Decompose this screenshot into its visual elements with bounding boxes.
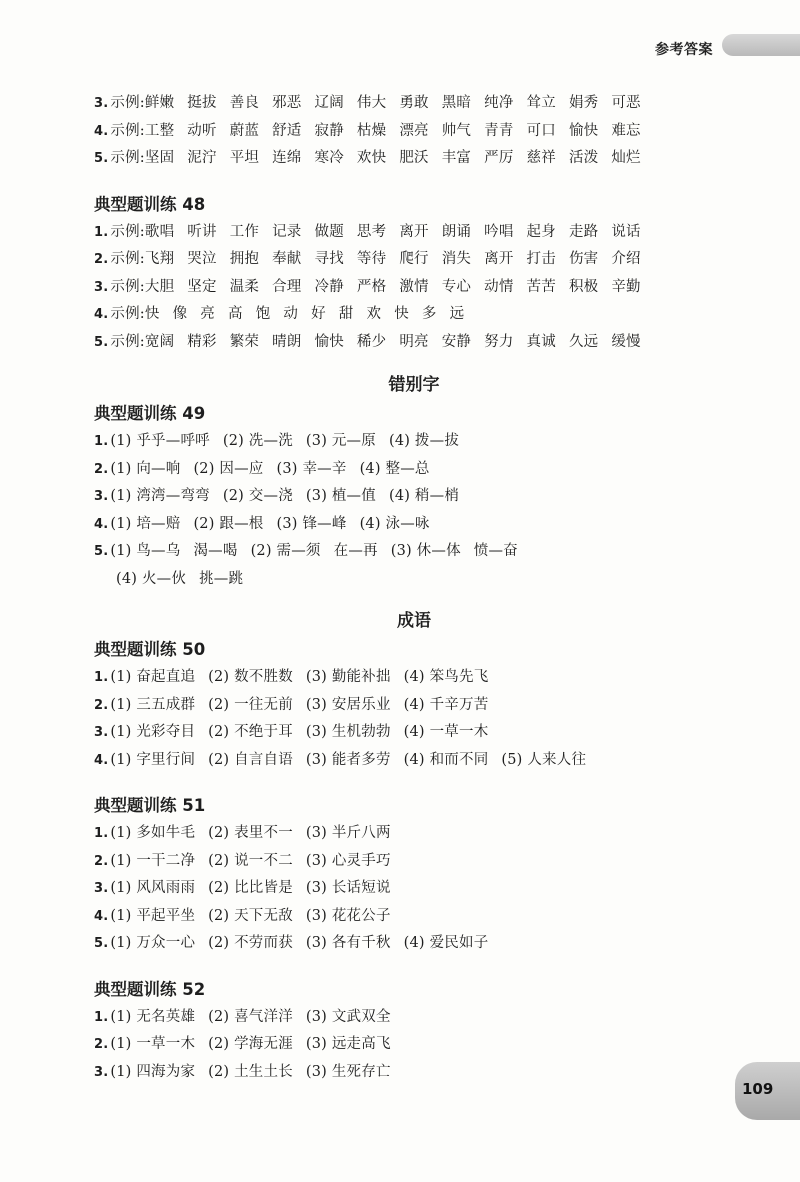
answer-item: 高 (227, 306, 243, 322)
answer-line (94, 664, 734, 692)
running-header: 参考答案 (655, 42, 713, 58)
answer-item: (3) 生死存亡 (305, 1063, 391, 1080)
answer-item: 示例:歌唱 (110, 223, 175, 240)
answer-line (94, 145, 734, 173)
answer-item: 苦苦 (526, 278, 556, 295)
answer-line (94, 90, 734, 118)
answer-line (94, 566, 734, 593)
answer-item: 善良 (229, 95, 260, 111)
answer-item: 拥抱 (229, 251, 260, 267)
answer-item: (1) 培—赔 (110, 515, 181, 532)
answer-item: 愉快 (314, 333, 344, 350)
answer-item: 勇敢 (399, 95, 429, 111)
answer-item: (2) 不劳而获 (208, 935, 293, 951)
exercise-section (94, 400, 734, 592)
exercise-section (94, 191, 734, 357)
question-number: 2. (94, 697, 109, 713)
answer-line (94, 456, 734, 484)
answer-item: 明亮 (399, 333, 429, 350)
question-number: 4. (94, 123, 109, 139)
answer-item: (1) 字里行间 (110, 751, 196, 768)
question-number: 2. (94, 1037, 109, 1052)
answer-item: (2) 跟—根 (193, 515, 264, 532)
answer-item: (4) 泳—咏 (359, 515, 430, 532)
question-number: 5. (94, 936, 109, 951)
answer-item: (1) 一草一木 (110, 1036, 196, 1052)
answer-item: (4) 火—伙 (116, 570, 187, 587)
answer-item: 激情 (399, 278, 429, 295)
question-number: 1. (94, 670, 109, 685)
answer-item: (1) 湾湾—弯弯 (110, 488, 210, 504)
answer-item: (4) 整—总 (359, 460, 430, 477)
answer-item: 爬行 (399, 251, 429, 267)
answer-line (94, 820, 734, 848)
answer-item: 打击 (526, 251, 556, 267)
answer-item: (2) 需—须 (250, 543, 321, 559)
answer-line (94, 903, 734, 931)
answer-item: (3) 心灵手巧 (305, 852, 391, 869)
answer-item: 灿烂 (611, 150, 641, 166)
answer-line (94, 1059, 734, 1087)
answer-item: (1) 乎乎—呼呼 (110, 433, 210, 449)
answer-item: 示例:飞翔 (110, 251, 175, 267)
question-number: 3. (94, 489, 109, 504)
answer-item: 泥泞 (187, 150, 217, 166)
answer-item: (3) 勤能补拙 (305, 669, 391, 685)
answer-line (94, 930, 734, 958)
answer-item: 离开 (484, 251, 514, 267)
answer-item: (2) 学海无涯 (208, 1036, 293, 1052)
answer-item: (1) 向—响 (110, 460, 181, 477)
answer-item: (1) 一干二净 (110, 852, 196, 869)
answer-item: (4) 一草一木 (403, 724, 489, 740)
chapter-title: 错别字 (388, 375, 440, 395)
answer-item: (2) 因—应 (193, 460, 264, 477)
question-number: 4. (94, 307, 109, 322)
answer-item: (1) 奋起直追 (110, 669, 196, 685)
answer-item: 亮 (200, 306, 215, 322)
question-number: 3. (94, 725, 109, 740)
answer-item: (1) 鸟—乌 (110, 543, 181, 559)
answer-item: 邪恶 (272, 95, 302, 111)
answer-item: (3) 锋—峰 (276, 515, 347, 532)
answer-item: 示例:大胆 (110, 278, 175, 295)
answer-item: 挺拔 (187, 95, 217, 111)
answer-item: 难忘 (611, 122, 641, 139)
answer-item: (4) 和而不同 (403, 751, 489, 768)
answer-item: 繁荣 (229, 333, 260, 350)
answer-item: 动听 (187, 122, 217, 139)
answer-item: 起身 (526, 223, 556, 240)
answer-item: 记录 (272, 223, 302, 240)
answer-line (94, 246, 734, 274)
answer-item: 温柔 (229, 278, 260, 295)
question-number: 1. (94, 826, 109, 841)
answer-item: 饱 (255, 306, 271, 322)
question-number: 5. (94, 151, 109, 166)
answer-item: 工作 (229, 223, 260, 240)
answer-item: (1) 万众一心 (110, 935, 196, 951)
question-number: 1. (94, 224, 109, 240)
answer-item: (2) 一往无前 (208, 696, 293, 713)
question-number: 1. (94, 1009, 109, 1025)
header-tab-decoration (722, 34, 800, 56)
answer-item: (2) 比比皆是 (208, 880, 293, 896)
answer-item: 寒冷 (314, 150, 344, 166)
question-number: 4. (94, 516, 109, 532)
exercise-section (94, 90, 734, 173)
answer-item: 辽阔 (314, 95, 344, 111)
chapter-title: 成语 (397, 611, 431, 631)
answer-item: (4) 拨—拔 (388, 433, 460, 449)
answer-item: 走路 (568, 223, 599, 240)
answer-item: (3) 长话短说 (305, 880, 391, 896)
answer-item: 思考 (356, 223, 387, 240)
answer-item: (3) 休—体 (390, 543, 461, 559)
exercise-section (94, 636, 734, 774)
exercise-section (94, 976, 734, 1087)
answer-item: 青青 (484, 122, 514, 139)
answer-item: 哭泣 (187, 251, 217, 267)
answer-item: 像 (172, 306, 188, 322)
answer-item: 专心 (441, 278, 472, 295)
answer-item: (2) 土生土长 (208, 1063, 293, 1080)
answer-item: (3) 花花公子 (305, 907, 391, 924)
answer-item: (1) 风风雨雨 (110, 880, 196, 896)
answer-item: (4) 稍—梢 (388, 488, 460, 504)
answer-item: (5) 人来人往 (501, 751, 587, 768)
answer-content (94, 90, 734, 1086)
answer-item: 做题 (314, 223, 344, 240)
answer-line (94, 747, 734, 775)
question-number: 1. (94, 434, 109, 449)
answer-item: (1) 无名英雄 (110, 1008, 196, 1025)
answer-item: (3) 远走高飞 (305, 1036, 391, 1052)
question-number: 2. (94, 461, 109, 477)
answer-item: 丰富 (441, 150, 472, 166)
answer-item: 奉献 (272, 251, 302, 267)
answer-item: 消失 (441, 251, 472, 267)
answer-item: (3) 元—原 (305, 433, 376, 449)
answer-item: 吟唱 (484, 223, 514, 240)
answer-item: 严格 (356, 278, 387, 295)
answer-item: 好 (311, 306, 326, 322)
exercise-title: 典型题训练 51 (94, 796, 206, 815)
question-number: 2. (94, 252, 109, 267)
answer-item: 冷静 (314, 278, 344, 295)
exercise-title: 典型题训练 52 (94, 979, 206, 999)
answer-item: 稀少 (356, 333, 387, 350)
answer-line (94, 538, 734, 566)
answer-item: 示例:鲜嫩 (110, 95, 175, 111)
answer-item: (3) 各有千秋 (305, 935, 391, 951)
answer-item: 愉快 (568, 122, 599, 139)
answer-item: (2) 自言自语 (208, 751, 293, 768)
answer-item: (3) 半斤八两 (305, 825, 391, 841)
question-number: 3. (94, 279, 109, 295)
answer-item: (3) 生机勃勃 (305, 724, 391, 740)
answer-item: (4) 千辛万苦 (403, 696, 489, 713)
answer-line (94, 511, 734, 539)
answer-item: 积极 (568, 278, 599, 295)
answer-item: 欢 (366, 306, 382, 322)
answer-item: 黑暗 (441, 95, 472, 111)
answer-line (94, 1031, 734, 1059)
answer-item: 动 (283, 306, 299, 322)
question-number: 4. (94, 908, 109, 924)
answer-item: 示例:工整 (110, 122, 175, 139)
answer-item: (2) 表里不一 (208, 825, 293, 841)
question-number: 5. (94, 334, 109, 350)
answer-line (94, 301, 734, 329)
exercise-section (94, 792, 734, 958)
answer-item: 欢快 (356, 150, 387, 166)
answer-item: 动情 (484, 278, 514, 295)
answer-item: 可恶 (611, 95, 641, 111)
answer-item: 寻找 (314, 251, 344, 267)
answer-item: 肥沃 (399, 150, 429, 166)
answer-item: (1) 光彩夺目 (110, 724, 196, 740)
answer-item: 久远 (568, 333, 599, 350)
answer-item: 朗诵 (441, 223, 472, 240)
question-number: 5. (94, 544, 109, 559)
answer-item: 严厉 (484, 150, 514, 166)
answer-item: 可口 (526, 122, 556, 139)
answer-item: 远 (449, 306, 465, 322)
answer-item: 听讲 (187, 223, 217, 240)
answer-item: 辛勤 (611, 278, 641, 295)
answer-item: 合理 (272, 278, 302, 295)
answer-item: 说话 (611, 223, 641, 240)
answer-item: (4) 爱民如子 (403, 935, 489, 951)
answer-item: 安静 (441, 333, 472, 350)
page-number: 109 (742, 1080, 774, 1098)
answer-item: 示例:坚固 (110, 150, 175, 166)
exercise-title: 典型题训练 50 (94, 640, 206, 659)
answer-item: (2) 数不胜数 (208, 669, 293, 685)
answer-item: 挑—跳 (199, 570, 244, 587)
answer-item: 介绍 (611, 251, 641, 267)
answer-item: 在—再 (333, 543, 378, 559)
answer-line (94, 118, 734, 146)
answer-line (94, 719, 734, 747)
answer-item: 纯净 (484, 95, 514, 111)
answer-item: 等待 (356, 251, 387, 267)
answer-item: 枯燥 (356, 122, 387, 139)
answer-item: 愤—奋 (473, 543, 518, 559)
answer-item: 连绵 (272, 150, 302, 166)
answer-item: 舒适 (272, 122, 302, 139)
answer-item: (1) 三五成群 (110, 696, 196, 713)
answer-item: 娟秀 (568, 95, 599, 111)
answer-item: (4) 笨鸟先飞 (403, 669, 489, 685)
answer-item: (1) 四海为家 (110, 1063, 196, 1080)
answer-item: 寂静 (314, 122, 344, 139)
answer-item: 示例:宽阔 (110, 333, 175, 350)
answer-item: 坚定 (187, 278, 217, 295)
answer-item: 多 (421, 306, 437, 322)
answer-item: 蔚蓝 (229, 122, 260, 139)
answer-item: (2) 不绝于耳 (208, 724, 293, 740)
answer-item: 慈祥 (526, 150, 556, 166)
answer-item: (2) 说一不二 (208, 852, 293, 869)
answer-line (94, 329, 734, 357)
answer-item: (3) 植—值 (305, 488, 376, 504)
answer-item: 漂亮 (399, 122, 429, 139)
answer-line (94, 1004, 734, 1032)
answer-item: 伟大 (356, 95, 387, 111)
answer-item: 渴—喝 (193, 543, 238, 559)
answer-item: 耸立 (526, 95, 556, 111)
answer-line (94, 274, 734, 302)
answer-item: 缓慢 (611, 333, 641, 350)
answer-item: (3) 安居乐业 (305, 696, 391, 713)
answer-line (94, 875, 734, 903)
answer-item: 精彩 (187, 333, 217, 350)
answer-item: 快 (394, 306, 409, 322)
answer-item: (2) 冼—洗 (222, 433, 293, 449)
answer-item: (1) 多如牛毛 (110, 825, 196, 841)
question-number: 3. (94, 881, 109, 896)
answer-item: (2) 交—浇 (222, 488, 293, 504)
question-number: 4. (94, 752, 109, 768)
answer-item: 帅气 (441, 122, 472, 139)
answer-item: (1) 平起平坐 (110, 907, 196, 924)
answer-item: 平坦 (229, 150, 260, 166)
answer-item: (3) 文武双全 (305, 1008, 391, 1025)
question-number: 3. (94, 1064, 109, 1080)
answer-line (94, 219, 734, 247)
question-number: 2. (94, 853, 109, 869)
exercise-title: 典型题训练 49 (94, 404, 206, 423)
answer-line (94, 483, 734, 511)
exercise-title: 典型题训练 48 (94, 194, 206, 214)
answer-item: (3) 幸—辛 (276, 460, 347, 477)
answer-item: 真诚 (526, 333, 556, 350)
answer-item: 活泼 (568, 150, 599, 166)
question-number: 3. (94, 96, 109, 111)
answer-item: 晴朗 (272, 333, 302, 350)
answer-item: 努力 (484, 333, 514, 350)
answer-item: (2) 喜气洋洋 (208, 1008, 293, 1025)
answer-line (94, 428, 734, 456)
answer-item: (2) 天下无敌 (208, 907, 293, 924)
answer-item: 离开 (399, 223, 429, 240)
answer-item: 示例:快 (110, 306, 160, 322)
answer-line (94, 692, 734, 720)
answer-line (94, 848, 734, 876)
answer-item: (3) 能者多劳 (305, 751, 391, 768)
answer-item: 伤害 (568, 251, 599, 267)
answer-item: 甜 (338, 306, 354, 322)
